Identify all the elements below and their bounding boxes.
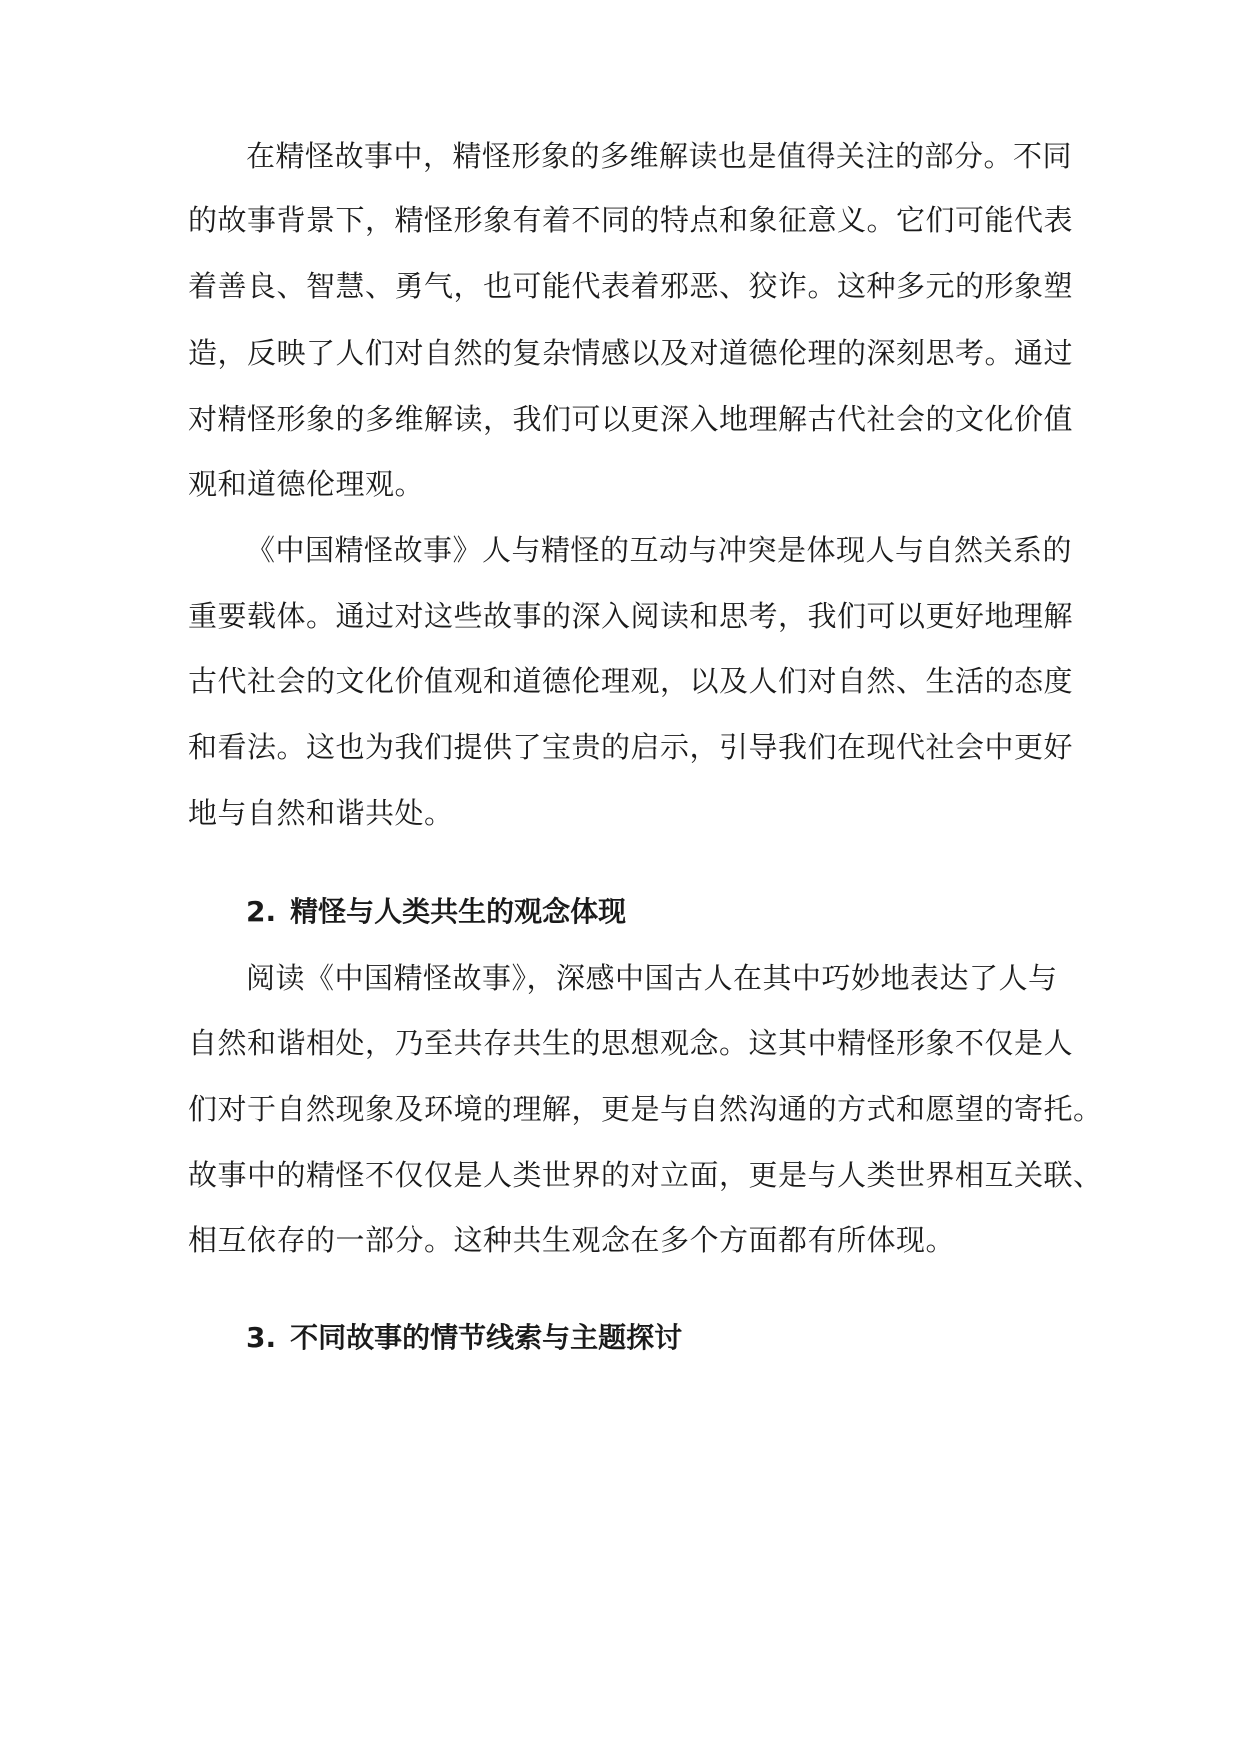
- paragraph-line: 自然和谐相处，乃至共存共生的思想观念。这其中精怪形象不仅是人: [188, 1026, 1074, 1060]
- paragraph-line: 阅读《中国精怪故事》，深感中国古人在其中巧妙地表达了人与: [246, 961, 1058, 995]
- paragraph-line: 相互依存的一部分。这种共生观念在多个方面都有所体现。: [188, 1223, 956, 1257]
- heading-number: 2.: [246, 895, 277, 928]
- section-heading-2: [246, 892, 626, 932]
- paragraph-line: 的故事背景下，精怪形象有着不同的特点和象征意义。它们可能代表: [188, 203, 1074, 237]
- paragraph-line: 造，反映了人们对自然的复杂情感以及对道德伦理的深刻思考。通过: [188, 336, 1074, 370]
- paragraph-line: 对精怪形象的多维解读，我们可以更深入地理解古代社会的文化价值: [188, 402, 1074, 436]
- paragraph-line: 古代社会的文化价值观和道德伦理观，以及人们对自然、生活的态度: [188, 664, 1074, 698]
- paragraph-line: 重要载体。通过对这些故事的深入阅读和思考，我们可以更好地理解: [188, 599, 1074, 633]
- paragraph-line: 观和道德伦理观。: [188, 467, 425, 501]
- paragraph-line: 《中国精怪故事》人与精怪的互动与冲突是体现人与自然关系的: [246, 533, 1073, 567]
- section-heading-3: [246, 1318, 682, 1358]
- paragraph-line: 着善良、智慧、勇气，也可能代表着邪恶、狡诈。这种多元的形象塑: [188, 269, 1074, 303]
- paragraph-line: 故事中的精怪不仅仅是人类世界的对立面，更是与人类世界相互关联、: [188, 1158, 1103, 1192]
- heading-title: 精怪与人类共生的观念体现: [290, 895, 627, 928]
- heading-title: 不同故事的情节线索与主题探讨: [290, 1321, 683, 1354]
- paragraph-line: 和看法。这也为我们提供了宝贵的启示，引导我们在现代社会中更好: [188, 730, 1074, 764]
- paragraph-line: 在精怪故事中，精怪形象的多维解读也是值得关注的部分。不同: [246, 139, 1073, 173]
- paragraph-line: 地与自然和谐共处。: [188, 796, 454, 830]
- paragraph-line: 们对于自然现象及环境的理解，更是与自然沟通的方式和愿望的寄托。: [188, 1092, 1103, 1126]
- heading-number: 3.: [246, 1321, 277, 1354]
